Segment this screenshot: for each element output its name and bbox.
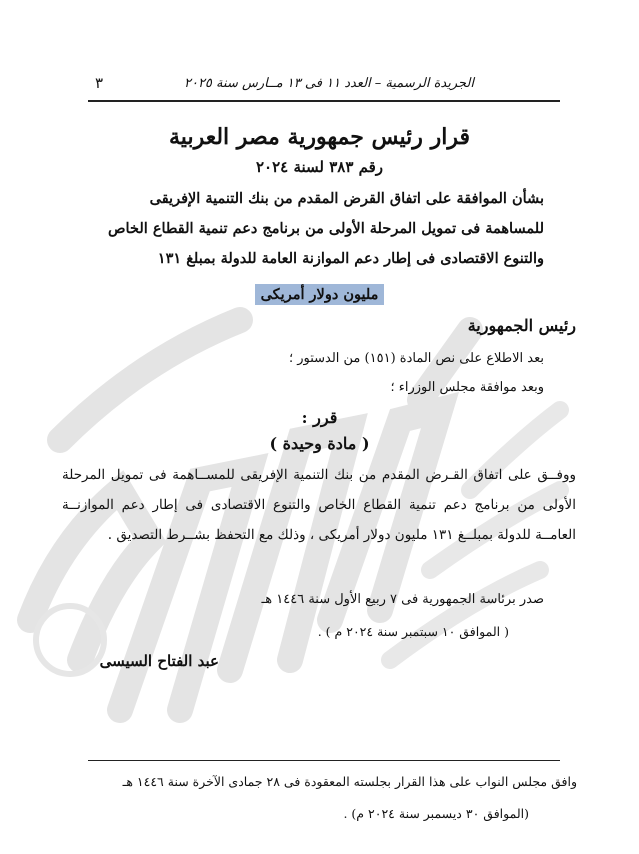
corresponding-date: ( الموافق ١٠ سبتمبر سنة ٢٠٢٤ م ) . [317,624,509,639]
footnote-rule [88,760,560,761]
decree-number: رقم ٣٨٣ لسنة ٢٠٢٤ [256,158,383,176]
subject-line-1: بشأن الموافقة على اتفاق القرض المقدم من بنك التنمية الإفريقى [149,190,544,207]
preamble-cabinet: وبعد موافقة مجلس الوزراء ؛ [390,380,544,395]
signature: عبد الفتاح السيسى [99,652,219,670]
footnote-line-2: (الموافق ٣٠ ديسمبر سنة ٢٠٢٤ م) . [343,806,529,821]
subject-line-3: والتنوع الاقتصادى فى إطار دعم الموازنة العامة للدولة بمبلغ ١٣١ [157,250,544,267]
gazette-header: الجريدة الرسمية – العدد ١١ فى ١٣ مــارس سنة ٢٠٢٥ [183,76,474,91]
article-heading: ( مادة وحيدة ) [269,434,370,453]
preamble-constitution: بعد الاطلاع على نص المادة (١٥١) من الدستور ؛ [288,351,544,366]
subject-line-2: للمساهمة فى تمويل المرحلة الأولى من برنامج دعم تنمية القطاع الخاص [108,220,544,237]
article-paragraph: ووفــق على اتفاق القـرض المقدم من بنك التنمية الإفريقى للمســاهمة فى تمويل المرحلة الأولى من برنامج دعم تنمية القطاع الخاص والتنوع الاقتصادى فى إطار دعم الموازنــة العامــة للدولة بمبلــغ ١٣١ مليون دولار أمريكى ، وذلك مع التحفظ بشــرط التصديق . [62,467,576,543]
header-rule [88,100,560,102]
text-selection-highlight[interactable]: مليون دولار أمريكى [255,284,385,305]
page-number: ٣ [95,74,104,92]
highlighted-subject-line [0,286,639,303]
president-heading: رئيس الجمهورية [467,316,576,335]
footnote-line-1: وافق مجلس النواب على هذا القرار بجلسته المعقودة فى ٢٨ جمادى الآخرة سنة ١٤٤٦ هـ [122,774,577,789]
decided-heading: قرر : [301,408,338,427]
decree-title: قرار رئيس جمهورية مصر العربية [169,124,470,150]
issued-date: صدر برئاسة الجمهورية فى ٧ ربيع الأول سنة ١٤٤٦ هـ [261,592,544,607]
